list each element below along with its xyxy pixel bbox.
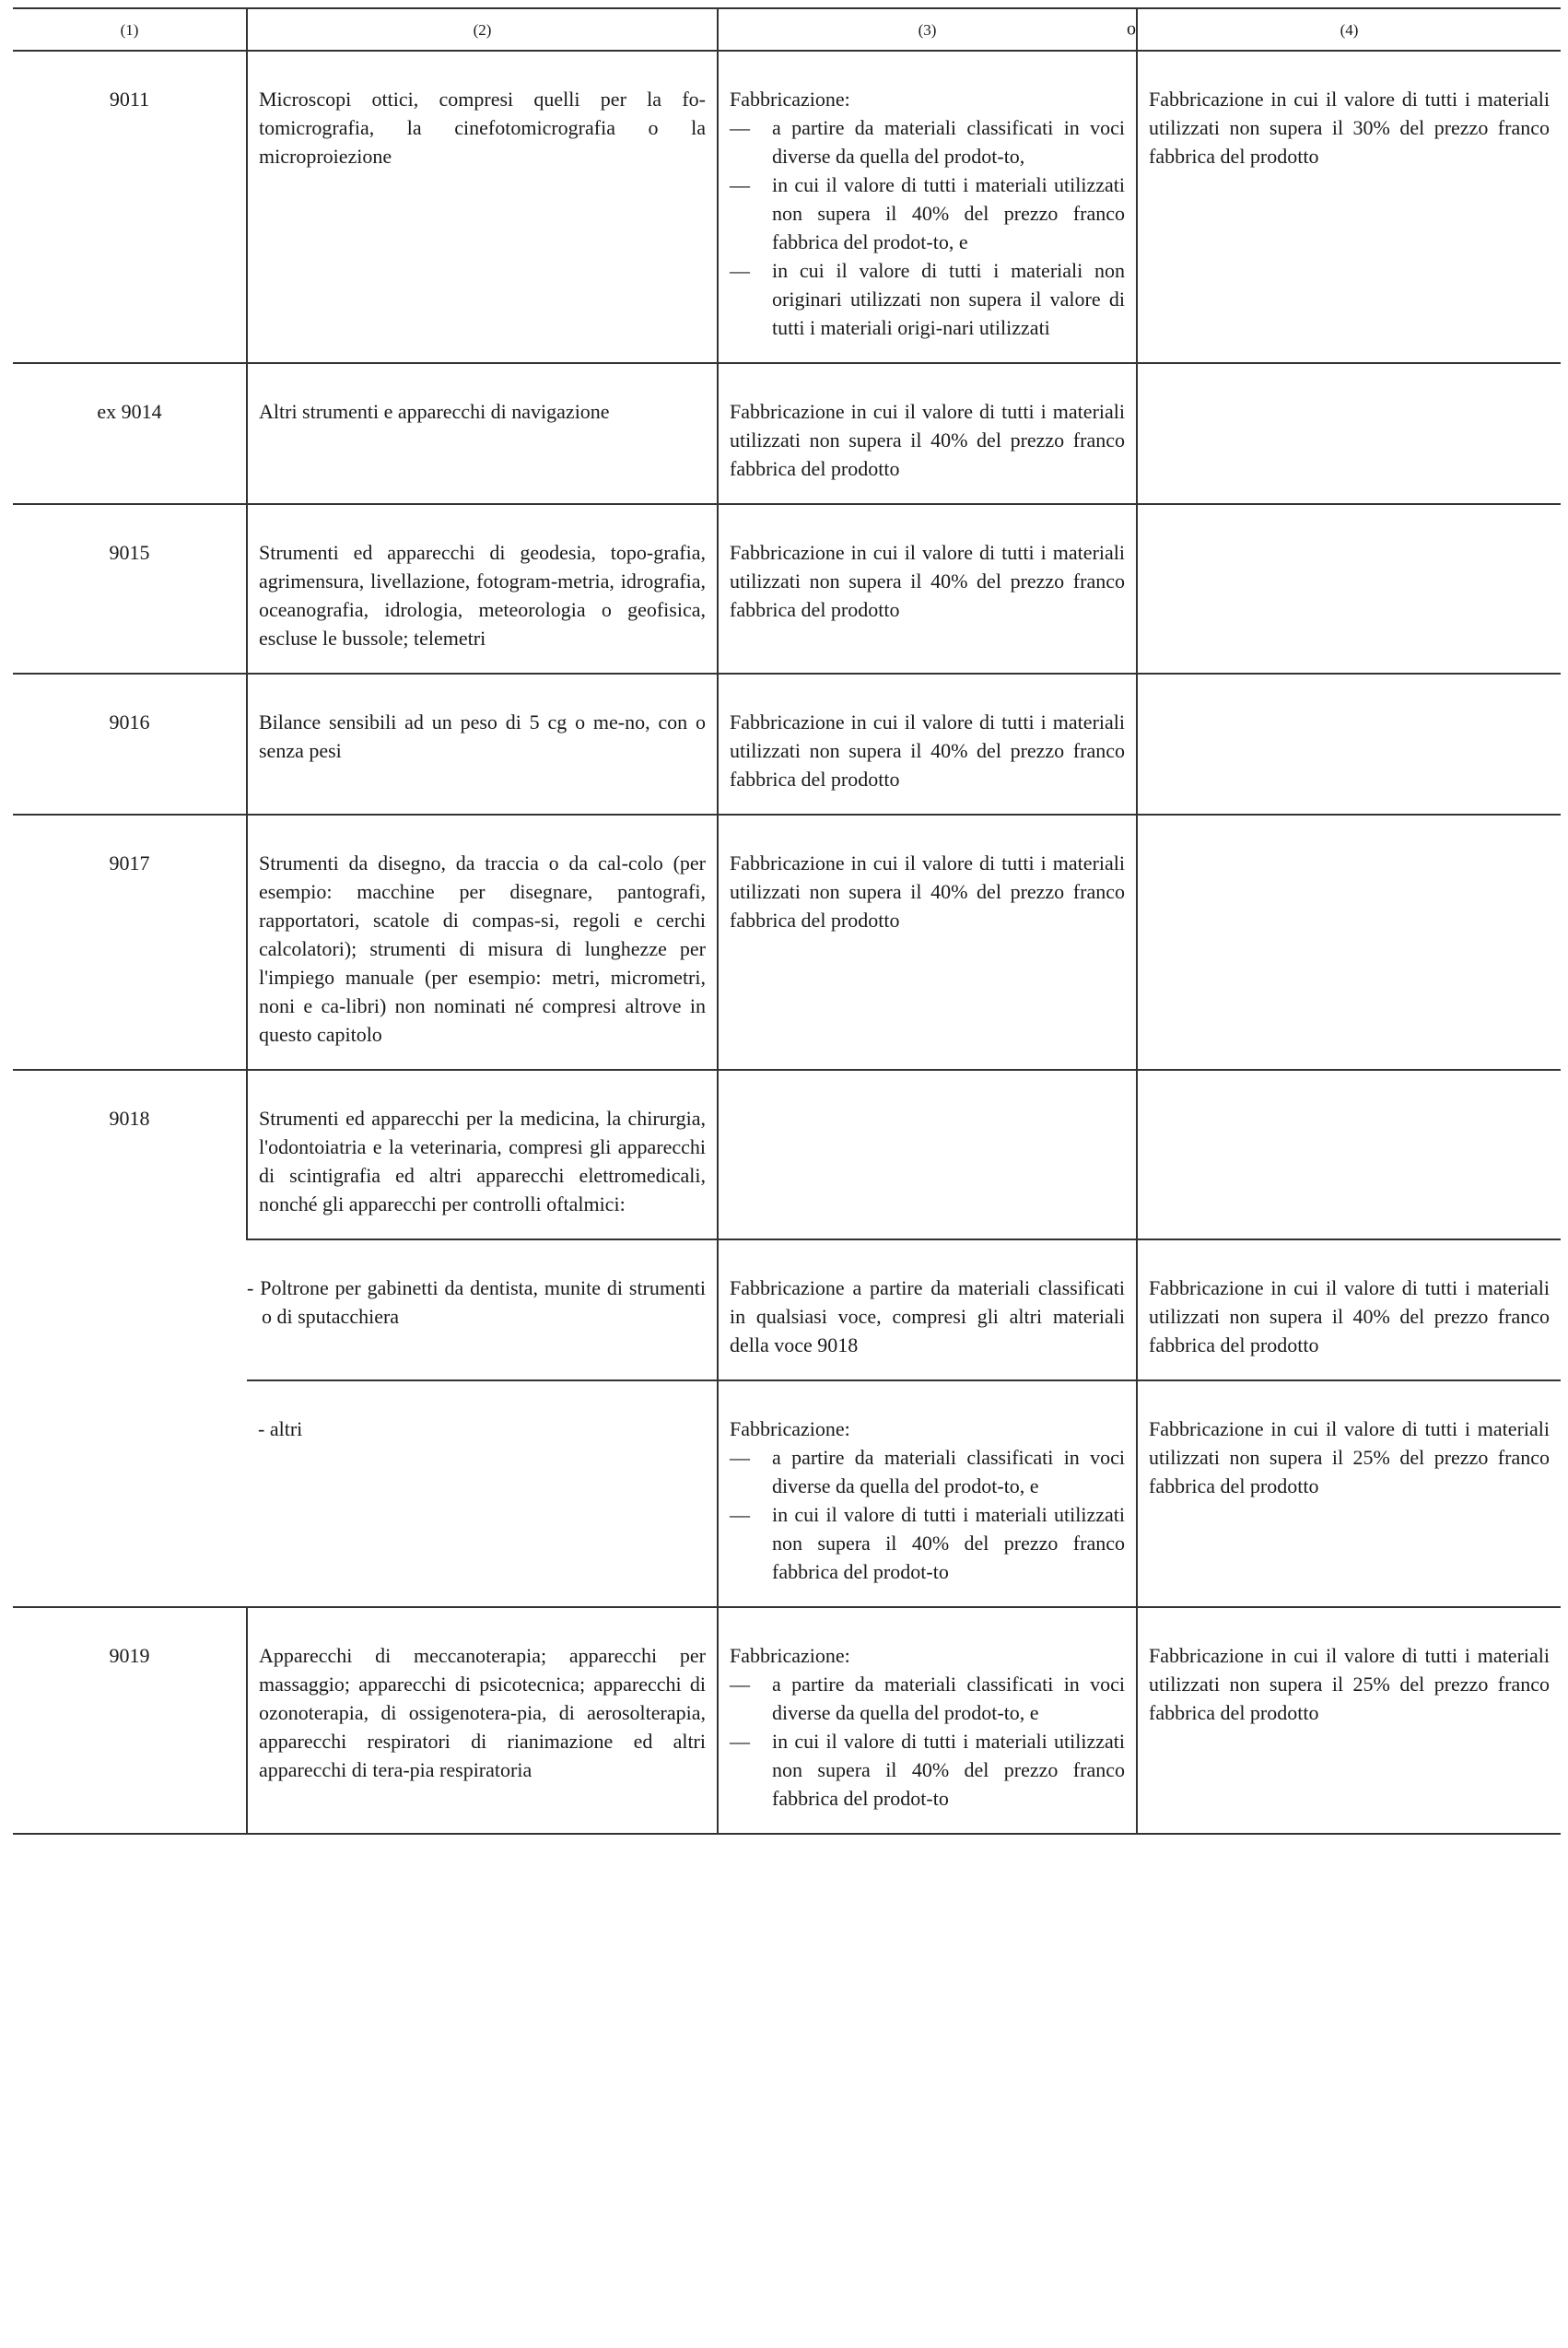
rule-intro: Fabbricazione:: [730, 1417, 850, 1440]
heading-code: 9017: [13, 815, 247, 1070]
working-rule-col4: Fabbricazione in cui il valore di tutti i materiali utilizzati non supera il 25% del prezzo franco fabbrica del prodotto: [1149, 1644, 1550, 1724]
table-row-9015: [13, 504, 1561, 674]
heading-code: ex 9014: [13, 363, 247, 504]
working-rule-col4-empty: [1137, 1070, 1561, 1239]
product-description: Microscopi ottici, compresi quelli per la fo-tomicrografia, la cinefotomicrografia o la microproiezione: [259, 88, 706, 168]
working-rule-col3: Fabbricazione in cui il valore di tutti i materiali utilizzati non supera il 40% del prezzo franco fabbrica del prodotto: [730, 541, 1125, 621]
rule-intro: Fabbricazione:: [730, 1644, 850, 1667]
dash-glyph: —: [730, 1503, 750, 1526]
working-rule-col4-empty: [1137, 674, 1561, 815]
rule-condition: — in cui il valore di tutti i materiali utilizzati non supera il 40% del prezzo franco fabbrica del prodot-to: [730, 1727, 1125, 1813]
working-rule-col4-empty: [1137, 815, 1561, 1070]
header-col-1: (1): [13, 8, 247, 51]
table-row-9016: [13, 674, 1561, 815]
rule-condition: — in cui il valore di tutti i materiali utilizzati non supera il 40% del prezzo franco fabbrica del prodot-to, e: [730, 170, 1125, 256]
working-rule-col4-empty: [1137, 363, 1561, 504]
rule-intro: Fabbricazione:: [730, 88, 850, 111]
rule-condition: — a partire da materiali classificati in voci diverse da quella del prodot-to, e: [730, 1443, 1125, 1500]
header-col-4: (4): [1137, 8, 1561, 51]
header-col-3: [718, 8, 1137, 51]
header-row: [13, 8, 1561, 51]
dash-glyph: —: [730, 259, 750, 282]
heading-code: 9019: [13, 1607, 247, 1834]
header-col-2: (2): [247, 8, 718, 51]
rule-condition-list: [730, 1670, 1125, 1813]
product-description: Bilance sensibili ad un peso di 5 cg o me-no, con o senza pesi: [259, 710, 706, 762]
rule-condition-list: [730, 113, 1125, 342]
table-row-9014: [13, 363, 1561, 504]
working-rule-col3: Fabbricazione in cui il valore di tutti i materiali utilizzati non supera il 40% del prezzo franco fabbrica del prodotto: [730, 851, 1125, 932]
rule-condition: — a partire da materiali classificati in voci diverse da quella del prodot-to, e: [730, 1670, 1125, 1727]
product-description: Apparecchi di meccanoterapia; apparecchi per massaggio; apparecchi di psicotecnica; apparecchi di ozonoterapia, di ossigenotera-pia, di aerosolterapia, apparecchi respiratori di rianimazione ed altri apparecchi di tera-pia respiratoria: [259, 1644, 706, 1781]
working-rule-col3: [719, 1415, 1136, 1586]
rule-condition-list: [730, 1443, 1125, 1586]
working-rule-col4-empty: [1137, 504, 1561, 674]
working-rule-col3: [719, 1641, 1136, 1813]
dash-glyph: —: [730, 1673, 750, 1696]
working-rule-col4: Fabbricazione in cui il valore di tutti i materiali utilizzati non supera il 40% del prezzo franco fabbrica del prodotto: [1149, 1276, 1550, 1356]
table-row-9011: [13, 51, 1561, 363]
table-row-9019: [13, 1607, 1561, 1834]
heading-code: 9011: [13, 51, 247, 363]
table-row-9018: [13, 1070, 1561, 1239]
header-col-3-label: (3): [918, 20, 937, 39]
heading-code: 9015: [13, 504, 247, 674]
dash-glyph: —: [730, 173, 750, 196]
product-description: Altri strumenti e apparecchi di navigazione: [259, 400, 610, 423]
working-rule-col4: Fabbricazione in cui il valore di tutti i materiali utilizzati non supera il 30% del prezzo franco fabbrica del prodotto: [1149, 88, 1550, 168]
rules-of-origin-table: [13, 7, 1561, 1835]
rule-condition: — a partire da materiali classificati in voci diverse da quella del prodot-to,: [730, 113, 1125, 170]
product-description: Strumenti ed apparecchi di geodesia, topo-grafia, agrimensura, livellazione, fotogram-metria, idrografia, oceanografia, idrologia, meteorologia o geofisica, escluse le bussole; telemetri: [259, 541, 706, 650]
working-rule-col3: [719, 85, 1136, 342]
working-rule-col3-empty: [718, 1070, 1137, 1239]
working-rule-col4: Fabbricazione in cui il valore di tutti i materiali utilizzati non supera il 25% del prezzo franco fabbrica del prodotto: [1149, 1417, 1550, 1497]
working-rule-col3: Fabbricazione in cui il valore di tutti i materiali utilizzati non supera il 40% del prezzo franco fabbrica del prodotto: [730, 710, 1125, 791]
product-description: Strumenti ed apparecchi per la medicina, la chirurgia, l'odontoiatria e la veterinaria, compresi gli apparecchi di scintigrafia ed altri apparecchi elettromedicali, nonché gli apparecchi per controlli oftalmici:: [259, 1107, 706, 1215]
rule-condition: — in cui il valore di tutti i materiali utilizzati non supera il 40% del prezzo franco fabbrica del prodot-to: [730, 1500, 1125, 1586]
dash-glyph: —: [730, 1730, 750, 1753]
heading-code: 9018: [13, 1070, 247, 1607]
rule-condition: — in cui il valore di tutti i materiali non originari utilizzati non supera il valore di tutti i materiali origi-nari utilizzati: [730, 256, 1125, 342]
dash-glyph: —: [730, 1446, 750, 1469]
document-page: [13, 7, 1561, 1835]
product-subheading: - Poltrone per gabinetti da dentista, munite di strumenti o di sputacchiera: [247, 1276, 706, 1328]
working-rule-col3: Fabbricazione a partire da materiali classificati in qualsiasi voce, compresi gli altri materiali della voce 9018: [730, 1276, 1125, 1356]
table-row-9017: [13, 815, 1561, 1070]
product-description: Strumenti da disegno, da traccia o da cal-colo (per esempio: macchine per disegnare, pantografi, rapportatori, scatole di compas-si, regoli e cerchi calcolatori); strumenti di misura di lunghezze per l'impiego manuale (per esempio: metri, micrometri, noni e ca-libri) non nominati né compresi altrove in questo capitolo: [259, 851, 706, 1046]
working-rule-col3: Fabbricazione in cui il valore di tutti i materiali utilizzati non supera il 40% del prezzo franco fabbrica del prodotto: [730, 400, 1125, 480]
dash-glyph: —: [730, 116, 750, 139]
product-subheading: - altri: [258, 1417, 303, 1440]
heading-code: 9016: [13, 674, 247, 815]
header-or-label: o: [1127, 18, 1136, 40]
